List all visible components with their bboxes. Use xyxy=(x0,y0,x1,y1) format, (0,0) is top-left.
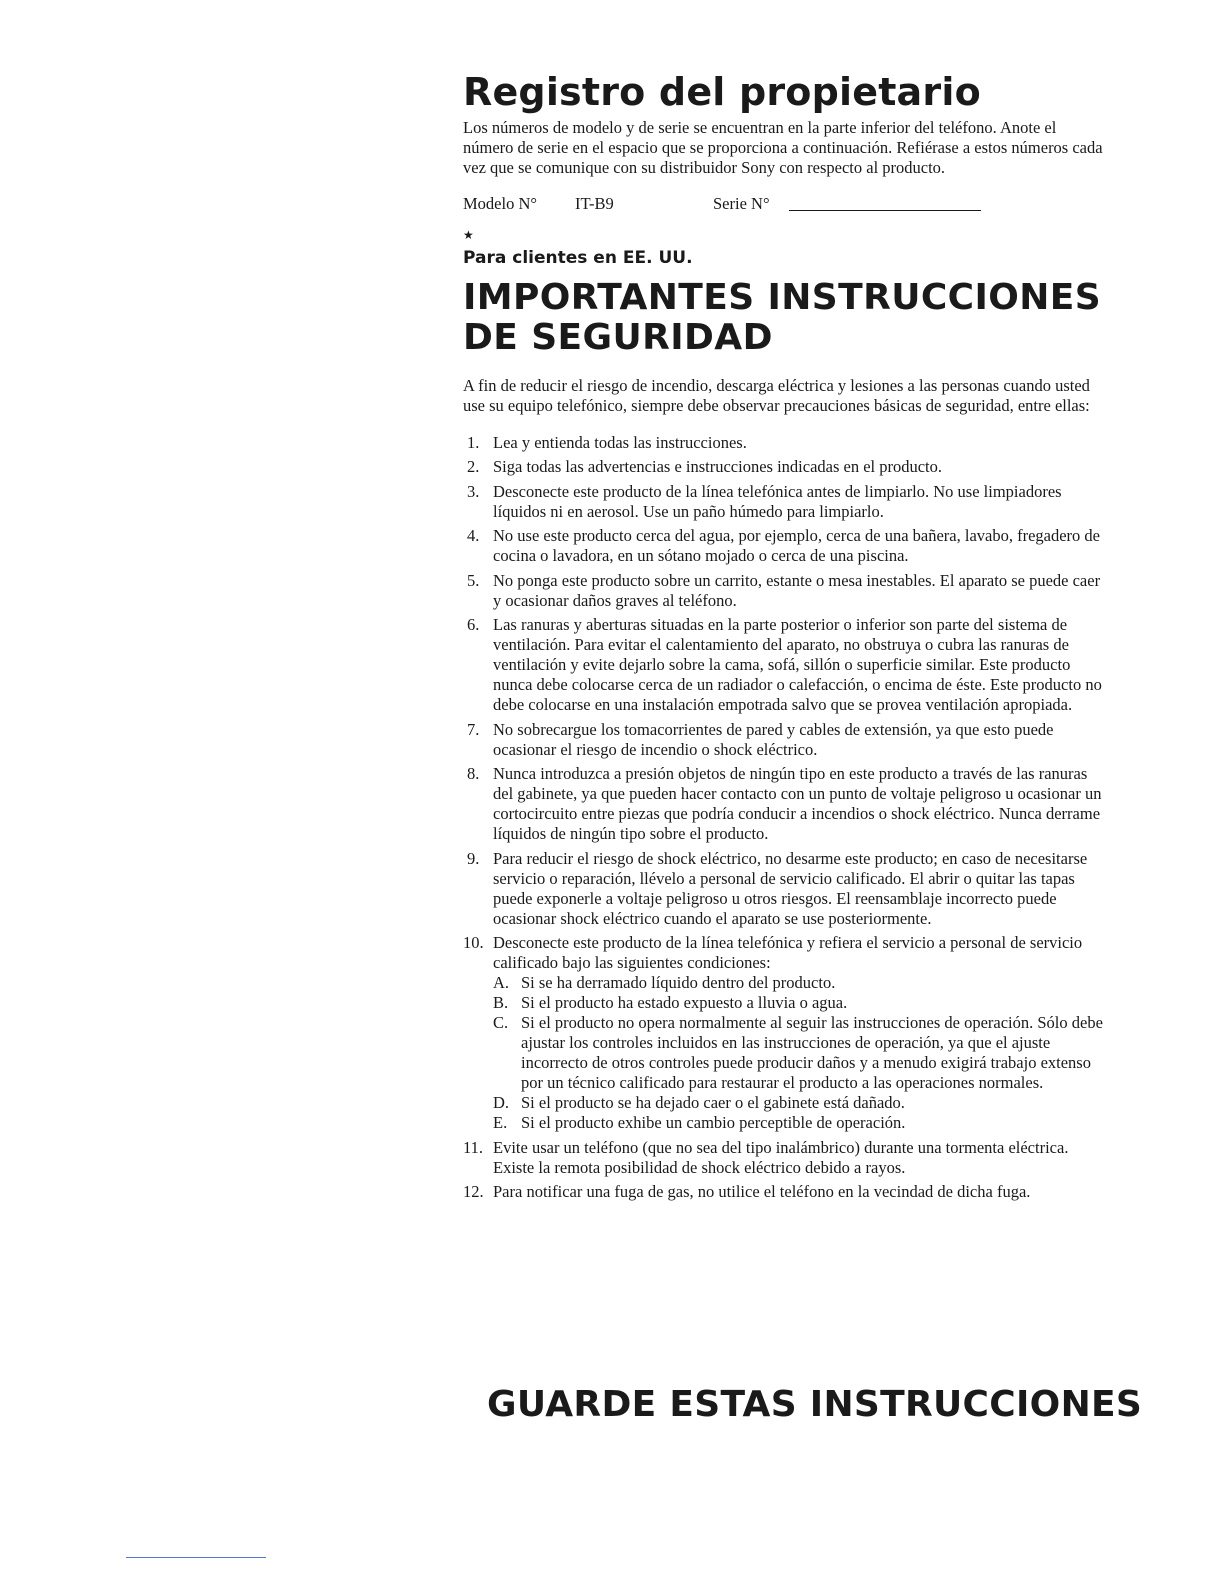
model-value: IT-B9 xyxy=(575,194,614,213)
sub-list-item-letter: B. xyxy=(493,993,509,1012)
list-item-text: Desconecte este producto de la línea telefónica antes de limpiarlo. No use limpiadores líquidos ni en aerosol. Use un paño húmedo para limpiarlo. xyxy=(493,481,1062,521)
list-item xyxy=(463,720,1108,760)
sub-list-item-letter: A. xyxy=(493,973,510,992)
list-item xyxy=(463,615,1108,715)
list-item xyxy=(463,764,1108,844)
sub-list-item-text: Si se ha derramado líquido dentro del producto. xyxy=(521,973,836,992)
sub-list-item xyxy=(493,1013,1108,1093)
list-item-number: 9. xyxy=(467,848,480,868)
customers-subheading: Para clientes en EE. UU. xyxy=(463,248,693,268)
list-item-text: Lea y entienda todas las instrucciones. xyxy=(493,432,747,452)
list-item xyxy=(463,1182,1108,1202)
list-item-number: 3. xyxy=(467,481,480,501)
sub-list-item xyxy=(493,1113,1108,1133)
list-item-number: 4. xyxy=(467,526,480,545)
safety-title-line-1: IMPORTANTES INSTRUCCIONES xyxy=(463,277,1102,318)
list-item-number: 7. xyxy=(467,719,480,739)
star-mark-icon: ★ xyxy=(463,228,474,242)
list-item-text: Las ranuras y aberturas situadas en la parte posterior o inferior son parte del sistema de ventilación. Para evitar el calentamiento del aparato, no obstruya o cubra las ranuras de ventilación y evite dejarlo sobre la cama, sofá, sillón o superficie similar. Este producto nunca debe colocarse cerca de un radiador o calefacción, o encima de éste. Este producto no debe colocarse en una instalación empotrada salvo que se provea ventilación apropiada. xyxy=(493,615,1102,714)
list-item-number: 8. xyxy=(467,764,480,783)
list-item-text: Siga todas las advertencias e instrucciones indicadas en el producto. xyxy=(493,457,943,476)
list-item-number: 6. xyxy=(467,615,480,634)
footer-rule xyxy=(126,1557,266,1558)
page-title: Registro del propietario xyxy=(463,70,981,114)
list-item xyxy=(463,849,1108,929)
sub-list-item-letter: E. xyxy=(493,1113,508,1132)
list-item xyxy=(463,933,1108,1133)
sub-list-item xyxy=(493,973,1108,993)
sub-list-item xyxy=(493,993,1108,1013)
list-item-text: No ponga este producto sobre un carrito, estante o mesa inestables. El aparato se puede caer y ocasionar daños graves al teléfono. xyxy=(493,570,1101,610)
list-item-number: 2. xyxy=(467,457,480,476)
serial-blank-line xyxy=(789,210,981,211)
sub-list-item xyxy=(493,1093,1108,1113)
model-label: Modelo N° xyxy=(463,194,537,213)
list-item-text: Para notificar una fuga de gas, no utilice el teléfono en la vecindad de dicha fuga. xyxy=(493,1182,1031,1201)
list-item-text: Evite usar un teléfono (que no sea del tipo inalámbrico) durante una tormenta eléctrica. Existe la remota posibilidad de shock eléctrico debido a rayos. xyxy=(493,1137,1069,1177)
list-item xyxy=(463,482,1108,522)
model-serial-row xyxy=(463,194,1113,216)
list-item-text: Para reducir el riesgo de shock eléctrico, no desarme este producto; en caso de necesitarse servicio o reparación, llévelo a personal de servicio calificado. El abrir o quitar las tapas puede exponerle a voltaje peligroso u otros riesgos. El reensamblaje incorrecto puede ocasionar shock eléctrico cuando el aparato se use posteriormente. xyxy=(493,848,1088,928)
safety-title-line-2: DE SEGURIDAD xyxy=(463,317,773,358)
list-item-number: 1. xyxy=(467,432,480,452)
list-item-number: 12. xyxy=(463,1182,484,1201)
sub-list-item-text: Si el producto no opera normalmente al seguir las instrucciones de operación. Sólo debe ajustar los controles incluidos en las instrucciones de operación, ya que el ajuste incorrecto de otros controles puede producir daños y a menudo exigirá trabajo extenso por un técnico calificado para restaurar el producto a las operaciones normales. xyxy=(521,1013,1103,1092)
instructions-list xyxy=(463,433,1108,1203)
list-item xyxy=(463,433,1108,453)
list-item-text: Desconecte este producto de la línea telefónica y refiera el servicio a personal de servicio calificado bajo las siguientes condiciones: xyxy=(493,933,1083,972)
list-item xyxy=(463,571,1108,611)
list-item xyxy=(463,1138,1108,1178)
serial-label: Serie N° xyxy=(713,194,770,213)
list-item xyxy=(463,457,1108,477)
closing-title: GUARDE ESTAS INSTRUCCIONES xyxy=(487,1384,1143,1425)
list-item-text: No sobrecargue los tomacorrientes de pared y cables de extensión, ya que esto puede ocasionar el riesgo de incendio o shock eléctrico. xyxy=(493,719,1054,759)
sub-list-item-letter: C. xyxy=(493,1013,509,1032)
sub-list-item-text: Si el producto ha estado expuesto a lluvia o agua. xyxy=(521,993,848,1012)
lead-paragraph: A fin de reducir el riesgo de incendio, descarga eléctrica y lesiones a las personas cuando usted use su equipo telefónico, siempre debe observar precauciones básicas de seguridad, entre ellas: xyxy=(463,376,1090,415)
safety-title xyxy=(463,278,1113,358)
sub-list-item-letter: D. xyxy=(493,1093,510,1112)
sub-list-item-text: Si el producto exhibe un cambio perceptible de operación. xyxy=(521,1113,906,1132)
list-item-number: 11. xyxy=(463,1137,484,1157)
list-item-number: 5. xyxy=(467,570,480,590)
list-item-number: 10. xyxy=(463,933,484,952)
document-page xyxy=(463,70,1113,1207)
list-item-text: Nunca introduzca a presión objetos de ningún tipo en este producto a través de las ranuras del gabinete, ya que pueden hacer contacto con un punto de voltaje peligroso u ocasionar un cortocircuito entre piezas que podría conducir a incendios o shock eléctrico. Nunca derrame líquidos de ningún tipo sobre el producto. xyxy=(493,764,1102,843)
sub-list xyxy=(493,973,1108,1133)
list-item-text: No use este producto cerca del agua, por ejemplo, cerca de una bañera, lavabo, fregadero de cocina o lavadora, en un sótano mojado o cerca de una piscina. xyxy=(493,526,1100,565)
list-item xyxy=(463,526,1108,566)
intro-paragraph: Los números de modelo y de serie se encuentran en la parte inferior del teléfono. Anote el número de serie en el espacio que se proporciona a continuación. Refiérase a estos números cada vez que se comunique con su distribuidor Sony con respecto al producto. xyxy=(463,118,1103,177)
sub-list-item-text: Si el producto se ha dejado caer o el gabinete está dañado. xyxy=(521,1093,905,1112)
